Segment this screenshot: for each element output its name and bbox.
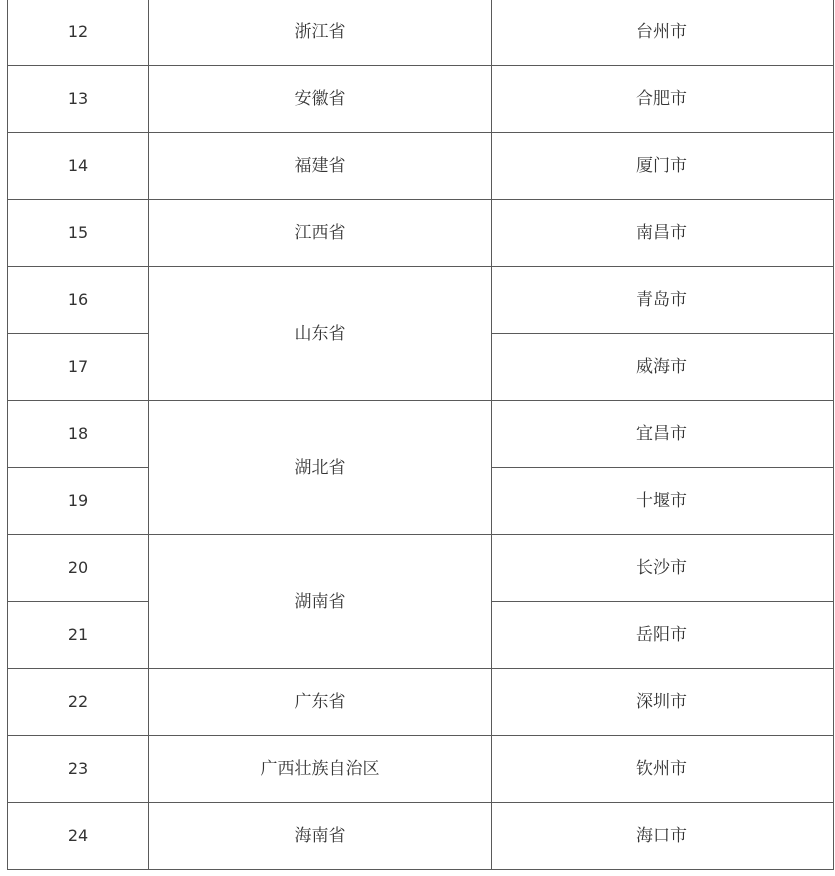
city-list-table <box>7 0 834 870</box>
province-cell: 广西壮族自治区 <box>149 736 492 803</box>
row-number-cell: 17 <box>8 334 149 401</box>
table-row <box>8 535 834 602</box>
city-name: 宜昌市 <box>636 424 687 444</box>
city-cell <box>492 803 834 870</box>
city-cell <box>492 200 834 267</box>
province-cell: 海南省 <box>149 803 492 870</box>
row-number-cell: 21 <box>8 602 149 669</box>
table-row <box>8 736 834 803</box>
table-row <box>8 669 834 736</box>
row-number-cell: 16 <box>8 267 149 334</box>
province-cell: 安徽省 <box>149 66 492 133</box>
table-row <box>8 133 834 200</box>
city-cell <box>492 535 834 602</box>
city-cell <box>492 334 834 401</box>
city-name: 深圳市 <box>636 692 687 712</box>
province-cell: 福建省 <box>149 133 492 200</box>
row-number-cell: 24 <box>8 803 149 870</box>
city-name: 岳阳市 <box>636 625 687 645</box>
city-cell <box>492 267 834 334</box>
row-number-cell: 15 <box>8 200 149 267</box>
row-number-cell: 23 <box>8 736 149 803</box>
city-name: 钦州市 <box>636 759 687 779</box>
province-cell: 浙江省 <box>149 0 492 66</box>
table-row <box>8 401 834 468</box>
province-cell: 江西省 <box>149 200 492 267</box>
city-name: 长沙市 <box>636 558 687 578</box>
row-number-cell: 22 <box>8 669 149 736</box>
table-row <box>8 66 834 133</box>
city-name: 海口市 <box>636 826 687 846</box>
city-cell <box>492 0 834 66</box>
city-cell <box>492 66 834 133</box>
city-table-container <box>7 0 833 870</box>
city-cell <box>492 669 834 736</box>
city-cell <box>492 133 834 200</box>
city-name: 十堰市 <box>636 491 687 511</box>
table-row <box>8 803 834 870</box>
province-cell: 湖南省 <box>149 535 492 669</box>
city-name: 合肥市 <box>636 89 687 109</box>
province-cell: 湖北省 <box>149 401 492 535</box>
city-name: 台州市 <box>636 22 687 42</box>
city-cell <box>492 468 834 535</box>
row-number-cell: 19 <box>8 468 149 535</box>
row-number-cell: 12 <box>8 0 149 66</box>
city-name: 南昌市 <box>636 223 687 243</box>
city-name: 青岛市 <box>636 290 687 310</box>
row-number-cell: 14 <box>8 133 149 200</box>
city-cell <box>492 401 834 468</box>
province-cell: 广东省 <box>149 669 492 736</box>
table-row <box>8 200 834 267</box>
table-row <box>8 0 834 66</box>
row-number-cell: 13 <box>8 66 149 133</box>
row-number-cell: 18 <box>8 401 149 468</box>
city-cell <box>492 736 834 803</box>
city-name: 威海市 <box>636 357 687 377</box>
row-number-cell: 20 <box>8 535 149 602</box>
table-row <box>8 267 834 334</box>
city-name: 厦门市 <box>636 156 687 176</box>
province-cell: 山东省 <box>149 267 492 401</box>
city-cell <box>492 602 834 669</box>
